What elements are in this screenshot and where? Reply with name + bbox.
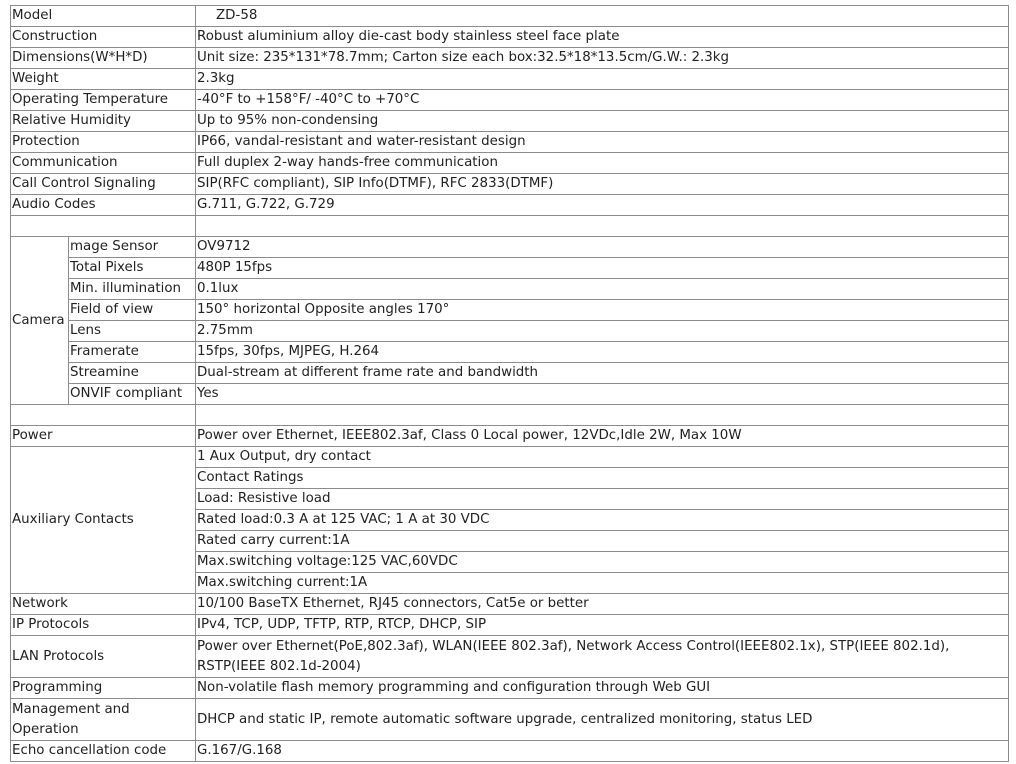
table-row [11, 237, 1009, 258]
spec-value: Rated load:0.3 A at 125 VAC; 1 A at 30 VDC [196, 510, 1009, 531]
spec-label: Operating Temperature [11, 90, 196, 111]
spec-value: OV9712 [196, 237, 1009, 258]
spec-value: G.167/G.168 [196, 741, 1009, 762]
table-row [11, 27, 1009, 48]
spec-label: Echo cancellation code [11, 741, 196, 762]
table-row [11, 279, 1009, 300]
table-row [11, 174, 1009, 195]
spec-sublabel: Framerate [69, 342, 196, 363]
spec-sublabel: mage Sensor [69, 237, 196, 258]
table-row [11, 363, 1009, 384]
camera-group-label: Camera [11, 237, 69, 405]
empty-cell [196, 405, 1009, 426]
spec-value: Max.switching voltage:125 VAC,60VDC [196, 552, 1009, 573]
spec-label: Management and Operation [11, 699, 196, 741]
spec-value: Robust aluminium alloy die-cast body stainless steel face plate [196, 27, 1009, 48]
spec-label: Network [11, 594, 196, 615]
spec-value: ZD-58 [196, 6, 1009, 27]
spec-value: Max.switching current:1A [196, 573, 1009, 594]
spec-value: DHCP and static IP, remote automatic software upgrade, centralized monitoring, status LED [196, 699, 1009, 741]
table-row [11, 195, 1009, 216]
spec-label: Relative Humidity [11, 111, 196, 132]
table-row [11, 741, 1009, 762]
table-row [11, 321, 1009, 342]
table-row [11, 6, 1009, 27]
spec-value: Unit size: 235*131*78.7mm; Carton size each box:32.5*18*13.5cm/G.W.: 2.3kg [196, 48, 1009, 69]
spec-value: 2.75mm [196, 321, 1009, 342]
spec-label: Audio Codes [11, 195, 196, 216]
spec-value: Rated carry current:1A [196, 531, 1009, 552]
spec-value: Non-volatile flash memory programming and configuration through Web GUI [196, 678, 1009, 699]
table-row [11, 90, 1009, 111]
spec-value: 1 Aux Output, dry contact [196, 447, 1009, 468]
table-row [11, 342, 1009, 363]
table-row [11, 615, 1009, 636]
spec-sublabel: ONVIF compliant [69, 384, 196, 405]
spec-label: Communication [11, 153, 196, 174]
spec-value: Yes [196, 384, 1009, 405]
spec-value: Load: Resistive load [196, 489, 1009, 510]
spec-value: Power over Ethernet, IEEE802.3af, Class 0 Local power, 12VDc,Idle 2W, Max 10W [196, 426, 1009, 447]
spacer-row [11, 216, 1009, 237]
spec-value: Dual-stream at different frame rate and bandwidth [196, 363, 1009, 384]
spec-label: Model [11, 6, 196, 27]
table-row [11, 69, 1009, 90]
table-row [11, 678, 1009, 699]
table-row [11, 300, 1009, 321]
table-row [11, 447, 1009, 468]
spec-value: IP66, vandal-resistant and water-resistant design [196, 132, 1009, 153]
spec-sublabel: Min. illumination [69, 279, 196, 300]
spec-value: 480P 15fps [196, 258, 1009, 279]
spec-sublabel: Lens [69, 321, 196, 342]
spec-label: IP Protocols [11, 615, 196, 636]
table-row [11, 594, 1009, 615]
table-row [11, 132, 1009, 153]
spec-value: SIP(RFC compliant), SIP Info(DTMF), RFC 2833(DTMF) [196, 174, 1009, 195]
spec-label: Power [11, 426, 196, 447]
spec-value: IPv4, TCP, UDP, TFTP, RTP, RTCP, DHCP, SIP [196, 615, 1009, 636]
spec-label: Weight [11, 69, 196, 90]
table-row [11, 258, 1009, 279]
spec-sublabel: Streamine [69, 363, 196, 384]
empty-cell [11, 216, 196, 237]
table-row [11, 636, 1009, 678]
spec-table [10, 5, 1009, 762]
spec-value: Power over Ethernet(PoE,802.3af), WLAN(IEEE 802.3af), Network Access Control(IEEE802.1x), STP(IEEE 802.1d), RSTP(IEEE 802.1d-2004) [196, 636, 1009, 678]
spec-label: Programming [11, 678, 196, 699]
spec-value: 15fps, 30fps, MJPEG, H.264 [196, 342, 1009, 363]
spec-label: Dimensions(W*H*D) [11, 48, 196, 69]
spec-label: Protection [11, 132, 196, 153]
spec-sublabel: Total Pixels [69, 258, 196, 279]
aux-group-label: Auxiliary Contacts [11, 447, 196, 594]
spec-value: -40°F to +158°F/ -40°C to +70°C [196, 90, 1009, 111]
spec-sublabel: Field of view [69, 300, 196, 321]
spec-value: Contact Ratings [196, 468, 1009, 489]
spec-value: Up to 95% non-condensing [196, 111, 1009, 132]
table-row [11, 153, 1009, 174]
table-row [11, 699, 1009, 741]
spec-value: Full duplex 2-way hands-free communication [196, 153, 1009, 174]
spec-value: 150° horizontal Opposite angles 170° [196, 300, 1009, 321]
empty-cell [11, 405, 196, 426]
spec-value: G.711, G.722, G.729 [196, 195, 1009, 216]
table-row [11, 111, 1009, 132]
spec-value: 2.3kg [196, 69, 1009, 90]
spacer-row [11, 405, 1009, 426]
spec-value: 0.1lux [196, 279, 1009, 300]
table-row [11, 48, 1009, 69]
spec-label: Call Control Signaling [11, 174, 196, 195]
table-row [11, 384, 1009, 405]
empty-cell [196, 216, 1009, 237]
table-row [11, 426, 1009, 447]
spec-value: 10/100 BaseTX Ethernet, RJ45 connectors, Cat5e or better [196, 594, 1009, 615]
spec-label: LAN Protocols [11, 636, 196, 678]
spec-label: Construction [11, 27, 196, 48]
